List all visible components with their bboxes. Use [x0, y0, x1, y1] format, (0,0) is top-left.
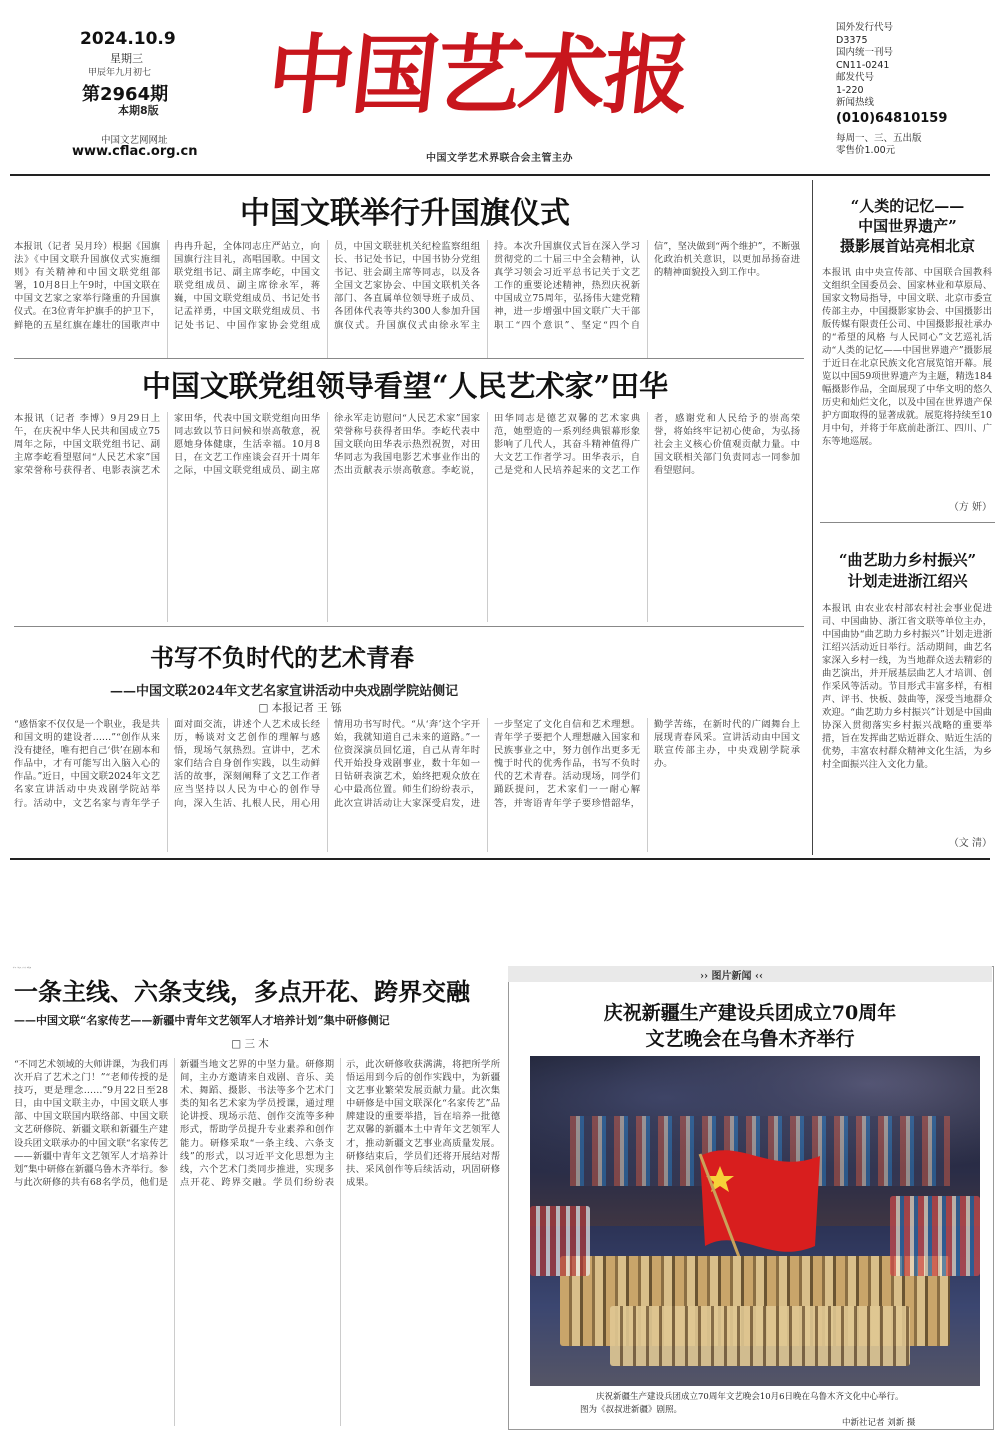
- photo-caption-line2: 图为《叔叔进新疆》剧照。: [580, 1405, 683, 1415]
- article3-body: “感悟家不仅仅是一个职业，我是共和国文明的建设者……”“创作从来没有捷径，唯有把自己‘供’在剧本和作品中，才有可能写出入脑入心的作品。”近日，中国文联2024年文艺名家宣讲活动中央戏剧学院站举行。活动中，文艺名家与青年学子面对面交流，讲述个人艺术成长经历，畅谈对文艺创作的理解与感悟，现场气氛热烈。宣讲中，艺术家们结合自身创作实践，以生动鲜活的故事，深刻阐释了文艺工作者应当坚持以人民为中心的创作导向，深入生活、扎根人民，用心用情用功书写时代。“从‘奔’这个字开始，我就知道自己未来的道路。”一位资深演员回忆道，自己从青年时代开始投身戏剧事业，数十年如一日钻研表演艺术，始终把观众放在心中最高位置。师生们纷纷表示，此次宣讲活动让大家深受启发，进一步坚定了文化自信和艺术理想。青年学子要把个人理想融入国家和民族事业之中，努力创作出更多无愧于时代的优秀作品，书写不负时代的艺术青春。活动现场，同学们踊跃提问，艺术家们一一耐心解答，并寄语青年学子要珍惜韶华，勤学苦练，在新时代的广阔舞台上展现青春风采。宣讲活动由中国文联宣传部主办，中央戏剧学院承办。: [14, 719, 800, 809]
- article2-body: 本报讯（记者 李博）9月29日上午，在庆祝中华人民共和国成立75周年之际，中国文联党组书记、副主席李屹看望慰问“人民艺术家”国家荣誉称号获得者、电影表演艺术家田华，代表中国文联党组向田华同志致以节日问候和崇高敬意，祝愿她身体健康，生活幸福。10月8日，在文艺工作座谈会召开十周年之际，中国文联党组成员、副主席徐永军走访慰问“人民艺术家”国家荣誉称号获得者田华。李屹代表中国文联向田华表示热烈祝贺，对田华同志为我国电影艺术事业作出的杰出贡献表示崇高敬意。李屹说，田华同志是德艺双馨的艺术家典范，她塑造的一系列经典银幕形象影响了几代人，其奋斗精神值得广大文艺工作者学习。田华表示，自己是党和人民培养起来的文艺工作者，感谢党和人民给予的崇高荣誉，将始终牢记初心使命，为弘扬社会主义核心价值观贡献力量。中国文联相关部门负责同志一同参加看望慰问。: [14, 413, 800, 477]
- divider: [820, 522, 995, 523]
- hotline-number: (010)64810159: [836, 110, 948, 126]
- article1-title: 中国文联举行升国旗仪式: [240, 196, 570, 231]
- schedule: 每周一、三、五出版: [836, 132, 922, 144]
- side1-signature: （方 妍）: [948, 502, 992, 513]
- side1-header: [820, 196, 995, 256]
- lunar-date: 甲辰年九月初七: [88, 68, 152, 78]
- issue-date: 2024.10.9: [80, 29, 176, 49]
- newspaper-logo: 中国艺术报: [262, 25, 694, 126]
- side1-title-line3: 摄影展首站亮相北京: [839, 237, 975, 255]
- side-dancers-right: [890, 1196, 980, 1276]
- side2-signature: （文 清）: [948, 838, 992, 849]
- chevron-right-icon: ››: [700, 971, 712, 982]
- side1-title-line1: “人类的记忆——: [850, 197, 965, 215]
- site-name: 中国文艺网网址: [101, 135, 168, 146]
- column-divider: [812, 180, 813, 855]
- divider: [14, 358, 804, 359]
- intl-code-label: 国外发行代号: [836, 22, 894, 33]
- sponsor-line: 中国文学艺术界联合会主管主办: [426, 153, 573, 164]
- article4-byline: □ 三 木: [231, 1038, 269, 1050]
- performer-row-front: [610, 1306, 910, 1366]
- photo-news-title-line1: 庆祝新疆生产建设兵团成立70周年: [603, 1002, 897, 1024]
- page-count: 本期8版: [118, 104, 159, 117]
- weekday: 星期三: [110, 52, 143, 65]
- chevron-left-icon: ‹‹: [751, 971, 763, 982]
- divider: [14, 626, 804, 627]
- publication-codes: [836, 22, 976, 158]
- article4-body: “不同艺术领域的大师讲课，为我们再次开启了艺术之门！”“老师传授的是技巧，更是理念……”9月22日至28日，由中国文联主办，中国文联人事部、中国文联国内联络部、中国文联文艺研修院、新疆文联和新疆生产建设兵团文联承办的中国文联“名家传艺——新疆中青年文艺领军人才培养计划”集中研修在新疆乌鲁木齐举行。参与此次研修的共有68名学员，他们是新疆当地文艺界的中坚力量。研修期间，主办方邀请来自戏剧、音乐、美术、舞蹈、摄影、书法等多个艺术门类的知名艺术家为学员授课，通过理论讲授、现场示范、创作交流等多种形式，帮助学员提升专业素养和创作能力。研修采取“一条主线、六条支线”的形式，以习近平文化思想为主线，六个艺术门类同步推进，实现多点开花、跨界交融。学员们纷纷表示，此次研修收获满满，将把所学所悟运用到今后的创作实践中，为新疆文艺事业繁荣发展贡献力量。此次集中研修是中国文联深化“名家传艺”品牌建设的重要举措，旨在培养一批德艺双馨的新疆本土中青年文艺领军人才，推动新疆文艺事业高质量发展。研修结束后，学员们还将开展结对帮扶、采风创作等后续活动，巩固研修成果。: [14, 1059, 500, 1188]
- photo-news-label: ›› 图片新闻 ‹‹: [700, 971, 763, 982]
- side1-body: 本报讯 由中央宣传部、中国联合国教科文组织全国委员会、国家林业和草原局、国家文物局指导，中国文联、北京市委宣传部主办，中国摄影家协会、中国摄影出版传媒有限责任公司、中国摄影报社承办的“希望的风格 与人民同心”文艺巡礼活动“人类的记忆——中国世界遗产”摄影展于近日在北京民族文化宫展览馆开幕。展览以中国59项世界遗产为主题，精选184幅摄影作品，全面展现了中华文明的悠久历史和灿烂文化，以及中国在世界遗产保护方面取得的显著成就。展览将持续至10月中旬，并将于年底前赴浙江、四川、广东等地巡展。: [822, 267, 992, 447]
- side2-header: [820, 550, 995, 592]
- site-url[interactable]: www.cflac.org.cn: [72, 144, 198, 159]
- post-code-label: 邮发代号: [836, 72, 875, 83]
- post-code: 1-220: [836, 84, 864, 96]
- side2-body: 本报讯 由农业农村部农村社会事业促进司、中国曲协、浙江省文联等单位主办，中国曲协“曲艺助力乡村振兴”计划走进浙江绍兴活动近日举行。活动期间，曲艺名家深入乡村一线，为当地群众送去精彩的曲艺演出，并开展基层曲艺人才培训、创作采风等活动。节目形式丰富多样，有相声、评书、快板、鼓曲等，深受当地群众欢迎。“曲艺助力乡村振兴”计划是中国曲协深入贯彻落实乡村振兴战略的重要举措，旨在发挥曲艺贴近群众、贴近生活的优势，丰富农村群众精神文化生活，为乡村全面振兴注入文化力量。: [822, 603, 992, 770]
- side1-title-line2: 中国世界遗产”: [858, 217, 957, 235]
- side2-title-line2: 计划走进浙江绍兴: [847, 572, 968, 590]
- article4-title: 一条主线、六条支线，多点开花、跨界交融: [12, 968, 31, 969]
- cn-code-label: 国内统一刊号: [836, 47, 894, 58]
- photo-caption-line1: 庆祝新疆生产建设兵团成立70周年文艺晚会10月6日晚在乌鲁木齐文化中心举行。: [596, 1392, 904, 1402]
- article2-title: 中国文联党组领导看望“人民艺术家”田华: [141, 369, 669, 403]
- article1-body: 本报讯（记者 吴月玲）根据《国旗法》《中国文联升国旗仪式实施细则》有关精神和中国文联党组部署，10月8日上午9时，中国文联在中国文艺家之家举行隆重的升国旗仪式。在3位青年护旗手的护卫下，鲜艳的五星红旗在雄壮的国歌声中冉冉升起，全体同志庄严站立，向国旗行注目礼，高唱国歌。中国文联党组书记、副主席李屹，中国文联党组成员、副主席徐永军，蒋巍，中国文联党组成员、书记处书记孟祥勇，中国文联党组成员、书记处书记、中国作家协会党组成员，中国文联驻机关纪检监察组组长、书记处书记，中国书协分党组书记、驻会副主席等同志，以及各全国文艺家协会、中国文联机关各部门、各直属单位领导班子成员、各团体代表等共约300人参加升国旗仪式。升国旗仪式由徐永军主持。本次升国旗仪式旨在深入学习贯彻党的二十届三中全会精神，认真学习领会习近平总书记关于文艺工作的重要论述精神，热烈庆祝新中国成立75周年，弘扬伟大建党精神，进一步增强中国文联广大干部职工“四个意识”、坚定“四个自信”，坚决做到“两个维护”，不断强化政治机关意识，以更加昂扬奋进的精神面貌投入到工作中。: [14, 241, 800, 331]
- photo-news-title-line2: 文艺晚会在乌鲁木齐举行: [645, 1028, 855, 1050]
- issue-number: 第2964期: [82, 84, 169, 105]
- side2-title-line1: “曲艺助力乡村振兴”: [838, 551, 977, 569]
- section-divider: [10, 858, 990, 860]
- masthead: [0, 0, 1000, 175]
- side-dancers-left: [530, 1206, 590, 1276]
- article3-subtitle: ——中国文联2024年文艺名家宣讲活动中央戏剧学院站侧记: [110, 684, 459, 699]
- article3-title: 书写不负时代的艺术青春: [150, 643, 414, 672]
- performance-photo: [530, 1056, 980, 1386]
- price: 零售价1.00元: [836, 145, 896, 156]
- masthead-divider: [10, 174, 990, 176]
- article4-title-display: 一条主线、六条支线，多点开花、跨界交融: [14, 977, 470, 1006]
- cn-code: CN11-0241: [836, 59, 890, 71]
- article3-byline: □ 本报记者 王 铄: [258, 702, 342, 714]
- article4-subtitle: ——中国文联“名家传艺——新疆中青年文艺领军人才培养计划”集中研修侧记: [14, 1014, 390, 1027]
- intl-code: D3375: [836, 34, 868, 46]
- photo-credit: 中新社记者 刘新 摄: [842, 1418, 916, 1428]
- hotline-label: 新闻热线: [836, 97, 875, 108]
